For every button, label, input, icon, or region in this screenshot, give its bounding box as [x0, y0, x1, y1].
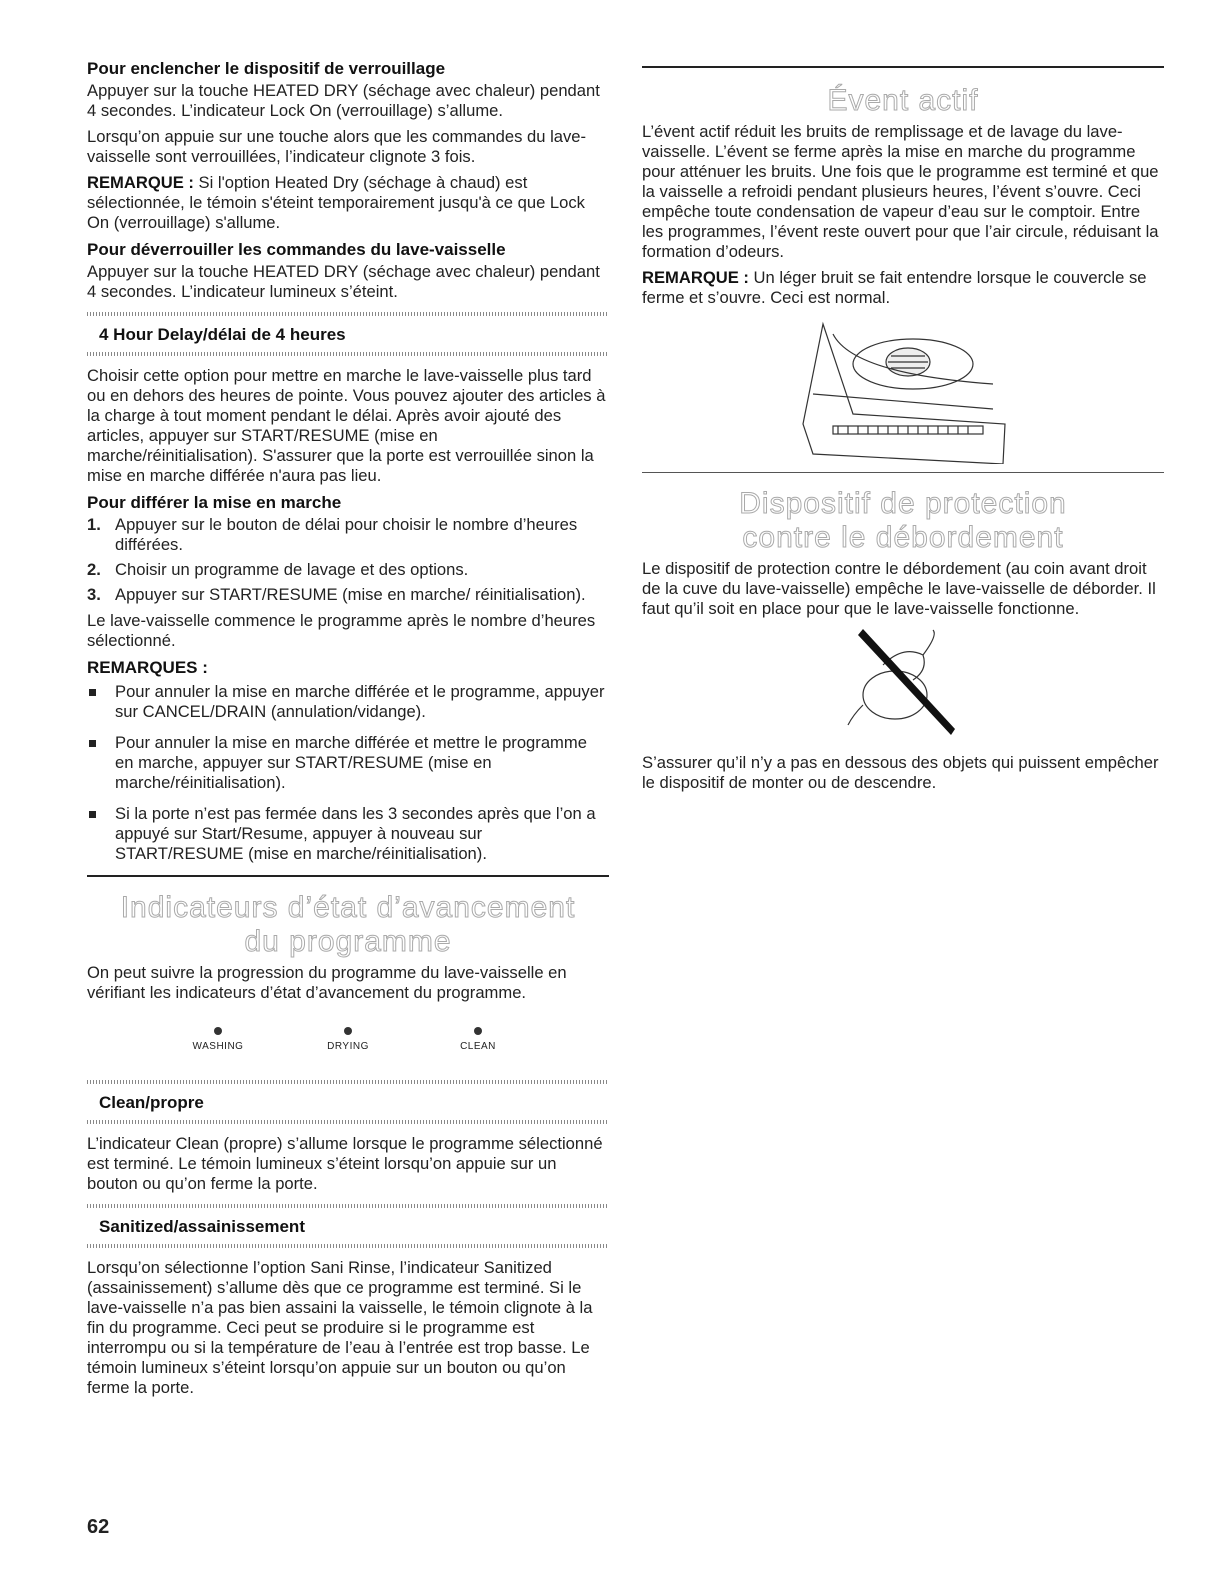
overflow-paragraph: Le dispositif de protection contre le débordement (au coin avant droit de la cuve du lave-vaisselle) empêche le lave-vaisselle de déborder. Il faut qu’il soit en place pour que le lave-vaisselle fonctionne. [642, 559, 1156, 618]
clean-paragraph: L’indicateur Clean (propre) s’allume lorsque le programme sélectionné est terminé. Le témoin lumineux s’éteint lorsqu’on appuie sur un bouton ou qu’on ferme la porte. [87, 1134, 603, 1193]
divider-stripe [87, 1244, 609, 1248]
overflow-title [642, 487, 1164, 555]
step-item [87, 585, 609, 605]
lock-on-paragraph-2: Lorsqu’on appuie sur une touche alors que les commandes du lave-vaisselle sont verrouillées, l’indicateur clignote 3 fois. [87, 127, 587, 166]
bullet-icon [87, 682, 115, 722]
lock-on-note [87, 173, 609, 233]
divider-stripe [87, 1120, 609, 1124]
list-item [87, 682, 609, 722]
note-label: REMARQUE : [87, 173, 194, 192]
vent-title: Évent actif [827, 84, 979, 117]
page-number: 62 [87, 1516, 110, 1538]
list-item-text: Pour annuler la mise en marche différée et le programme, appuyer sur CANCEL/DRAIN (annulation/vidange). [115, 682, 605, 721]
lock-on-heading: Pour enclencher le dispositif de verrouillage [87, 59, 446, 78]
divider-stripe [87, 352, 609, 356]
step-number: 1. [87, 515, 101, 534]
after-steps-paragraph: Le lave-vaisselle commence le programme après le nombre d’heures sélectionné. [87, 611, 596, 650]
title-line-1: Dispositif de protection [739, 487, 1067, 520]
indicator-light-icon [214, 1027, 222, 1035]
vent-note [642, 268, 1164, 308]
clean-section-header [87, 1080, 609, 1124]
indicator-label: DRYING [327, 1041, 369, 1052]
section-rule [87, 875, 609, 877]
step-text: Choisir un programme de lavage et des options. [115, 560, 469, 579]
status-indicators-title [87, 891, 609, 959]
list-item [87, 733, 609, 793]
remarques-list [87, 682, 609, 864]
indicator-light-icon [474, 1027, 482, 1035]
indicator-washing [153, 1027, 283, 1052]
list-item [87, 804, 609, 864]
vent-illustration [793, 314, 1013, 464]
step-text: Appuyer sur START/RESUME (mise en marche/ réinitialisation). [115, 585, 586, 604]
step-item [87, 560, 609, 580]
step-item [87, 515, 609, 555]
step-number: 2. [87, 560, 101, 579]
delay-paragraph: Choisir cette option pour mettre en marche le lave-vaisselle plus tard ou en dehors des heures de pointe. Vous pouvez ajouter des articles à la charge à tout moment pendant le délai. Après avoir ajouté des articles, appuyer sur START/RESUME (mise en marche/réinitialisation). S'assurer que la porte est verrouillée sinon la mise en marche différée n'aura pas lieu. [87, 366, 606, 485]
title-line-2: contre le débordement [742, 521, 1064, 554]
indicator-label: WASHING [192, 1041, 244, 1052]
step-text: Appuyer sur le bouton de délai pour choisir le nombre d’heures différées. [115, 515, 578, 554]
lock-on-paragraph-1: Appuyer sur la touche HEATED DRY (séchage avec chaleur) pendant 4 secondes. L’indicateur Lock On (verrouillage) s’allume. [87, 81, 600, 120]
title-line-2: du programme [244, 925, 452, 958]
delay-heading: 4 Hour Delay/délai de 4 heures [99, 325, 346, 344]
sanitized-paragraph: Lorsqu’on sélectionne l’option Sani Rinse, l’indicateur Sanitized (assainissement) s’allume dès que ce programme est terminé. Si le lave-vaisselle n’a pas bien assaini la vaisselle, le témoin clignote à la fin du programme. Ceci peut se produire si le programme est interrompu ou si la température de l’eau à l’entrée est trop basse. Le témoin lumineux s’éteint lorsqu’on appuie sur un bouton ou qu’on ferme la porte. [87, 1258, 593, 1397]
indicator-clean [413, 1027, 543, 1052]
right-column [642, 66, 1164, 799]
remarques-label: REMARQUES : [87, 658, 208, 677]
float-illustration [833, 625, 973, 745]
delay-section-header [87, 312, 609, 356]
bullet-icon [87, 804, 115, 864]
section-rule [642, 66, 1164, 68]
status-paragraph: On peut suivre la progression du programme du lave-vaisselle en vérifiant les indicateurs d’état d’avancement du programme. [87, 963, 567, 1002]
indicator-drying [283, 1027, 413, 1052]
clean-heading: Clean/propre [99, 1093, 204, 1112]
note-label: REMARQUE : [642, 268, 749, 287]
differ-steps [87, 515, 609, 605]
indicator-light-icon [344, 1027, 352, 1035]
sanitized-heading: Sanitized/assainissement [99, 1217, 305, 1236]
list-item-text: Si la porte n’est pas fermée dans les 3 secondes après que l’on a appuyé sur Start/Resume, appuyer à nouveau sur START/RESUME (mise en marche/réinitialisation). [115, 804, 596, 863]
list-item-text: Pour annuler la mise en marche différée et mettre le programme en marche, appuyer sur START/RESUME (mise en marche/réinitialisation). [115, 733, 587, 792]
bullet-icon [87, 733, 115, 793]
status-indicator-row [87, 1027, 609, 1052]
left-column [87, 58, 609, 1404]
unlock-paragraph: Appuyer sur la touche HEATED DRY (séchage avec chaleur) pendant 4 secondes. L’indicateur lumineux s’éteint. [87, 262, 600, 301]
title-line-1: Indicateurs d’état d’avancement [120, 891, 576, 924]
differ-heading: Pour différer la mise en marche [87, 493, 342, 512]
indicator-label: CLEAN [460, 1041, 496, 1052]
unlock-heading: Pour déverrouiller les commandes du lave-vaisselle [87, 240, 506, 259]
note-text: Un léger bruit se fait entendre lorsque le couvercle se ferme et s’ouvre. Ceci est normal. [642, 268, 1147, 307]
step-number: 3. [87, 585, 101, 604]
sanitized-section-header [87, 1204, 609, 1248]
overflow-paragraph-2: S’assurer qu’il n’y a pas en dessous des objets qui puissent empêcher le dispositif de monter ou de descendre. [642, 753, 1159, 792]
note-text: Si l'option Heated Dry (séchage à chaud) est sélectionnée, le témoin s'éteint temporairement jusqu'à ce que Lock On (verrouillage) s'allume. [87, 173, 585, 232]
section-rule [642, 472, 1164, 473]
vent-paragraph: L’évent actif réduit les bruits de remplissage et de lavage du lave-vaisselle. L’évent se ferme après la mise en marche du programme pour atténuer les bruits. Une fois que le programme est terminé et que la vaisselle a refroidi pendant plusieurs heures, l’évent s’ouvre. Ceci empêche toute condensation de vapeur d’eau sur le comptoir. Entre les programmes, l’évent reste ouvert pour que l’air circule, réduisant la formation d’odeurs. [642, 122, 1159, 261]
